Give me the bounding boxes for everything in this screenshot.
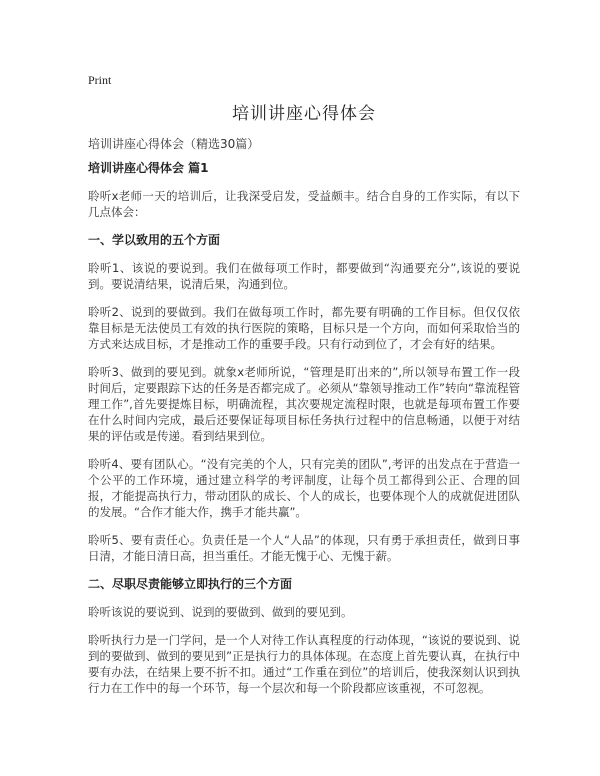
- paragraph: 聆听2、说到的要做到。我们在做每项工作时，都先要有明确的工作目标。但仅仅依靠目标是无法使员工有效的执行医院的策略，目标只是一个方向，而如何采取恰当的方式来达成目标，才是推动工作的重要手段。只有行动到位了，才会有好的结果。: [88, 305, 520, 351]
- document-subtitle: 培训讲座心得体会（精选30篇）: [88, 137, 260, 151]
- intro-paragraph: 聆听x老师一天的培训后，让我深受启发，受益颇丰。结合自身的工作实际，有以下几点体会：: [88, 189, 520, 219]
- paragraph: 聆听1、该说的要说到。我们在做每项工作时，都要做到“沟通要充分”,该说的要说到。要说清结果，说清后果，沟通到位。: [88, 261, 520, 291]
- article-content: [88, 160, 520, 708]
- print-link[interactable]: Print: [88, 73, 112, 87]
- paragraph: 聆听4、要有团队心。“没有完美的个人，只有完美的团队”,考评的出发点在于营造一个公平的工作环境，通过建立科学的考评制度，让每个员工都得到公正、合理的回报，才能提高执行力，带动团队的成长、个人的成长，也要体现个人的成就促进团队的发展。“合作才能大作，携手才能共赢”。: [88, 457, 520, 519]
- paragraph: 聆听3、做到的要见到。就象x老师所说，“管理是盯出来的”,所以领导布置工作一段时间后，定要跟踪下达的任务是否都完成了。必须从“靠领导推动工作”转向“靠流程管理工作”,首先要提炼目标，明确流程，其次要规定流程时限，也就是每项布置工作要在什么时间内完成，最后还要保证每项目标任务执行过程中的信息畅通，以便于对结果的评估或是传递。看到结果到位。: [88, 365, 520, 443]
- section-heading-1: 一、学以致用的五个方面: [88, 233, 221, 247]
- paragraph: 聆听该说的要说到、说到的要做到、做到的要见到。: [88, 605, 353, 619]
- paragraph: 聆听执行力是一门学问，是一个人对待工作认真程度的行动体现，“该说的要说到、说到的要做到、做到的要见到”正是执行力的具体体现。在态度上首先要认真，在执行中要有办法，在结果上要不折不扣。通过“工作重在到位”的培训后，使我深刻认识到执行力在工作中的每一个环节，每一个层次和每一个阶段都应该重视，不可忽视。: [88, 633, 520, 695]
- section-heading-2: 二、尽职尽责能够立即执行的三个方面: [88, 577, 293, 591]
- article-heading: 培训讲座心得体会 篇1: [88, 161, 209, 175]
- page-title: 培训讲座心得体会: [232, 104, 376, 124]
- paragraph: 聆听5、要有责任心。负责任是一个人“人品”的体现，只有勇于承担责任，做到日事日清，才能日清日高，担当重任。才能无愧于心、无愧于薪。: [88, 533, 520, 563]
